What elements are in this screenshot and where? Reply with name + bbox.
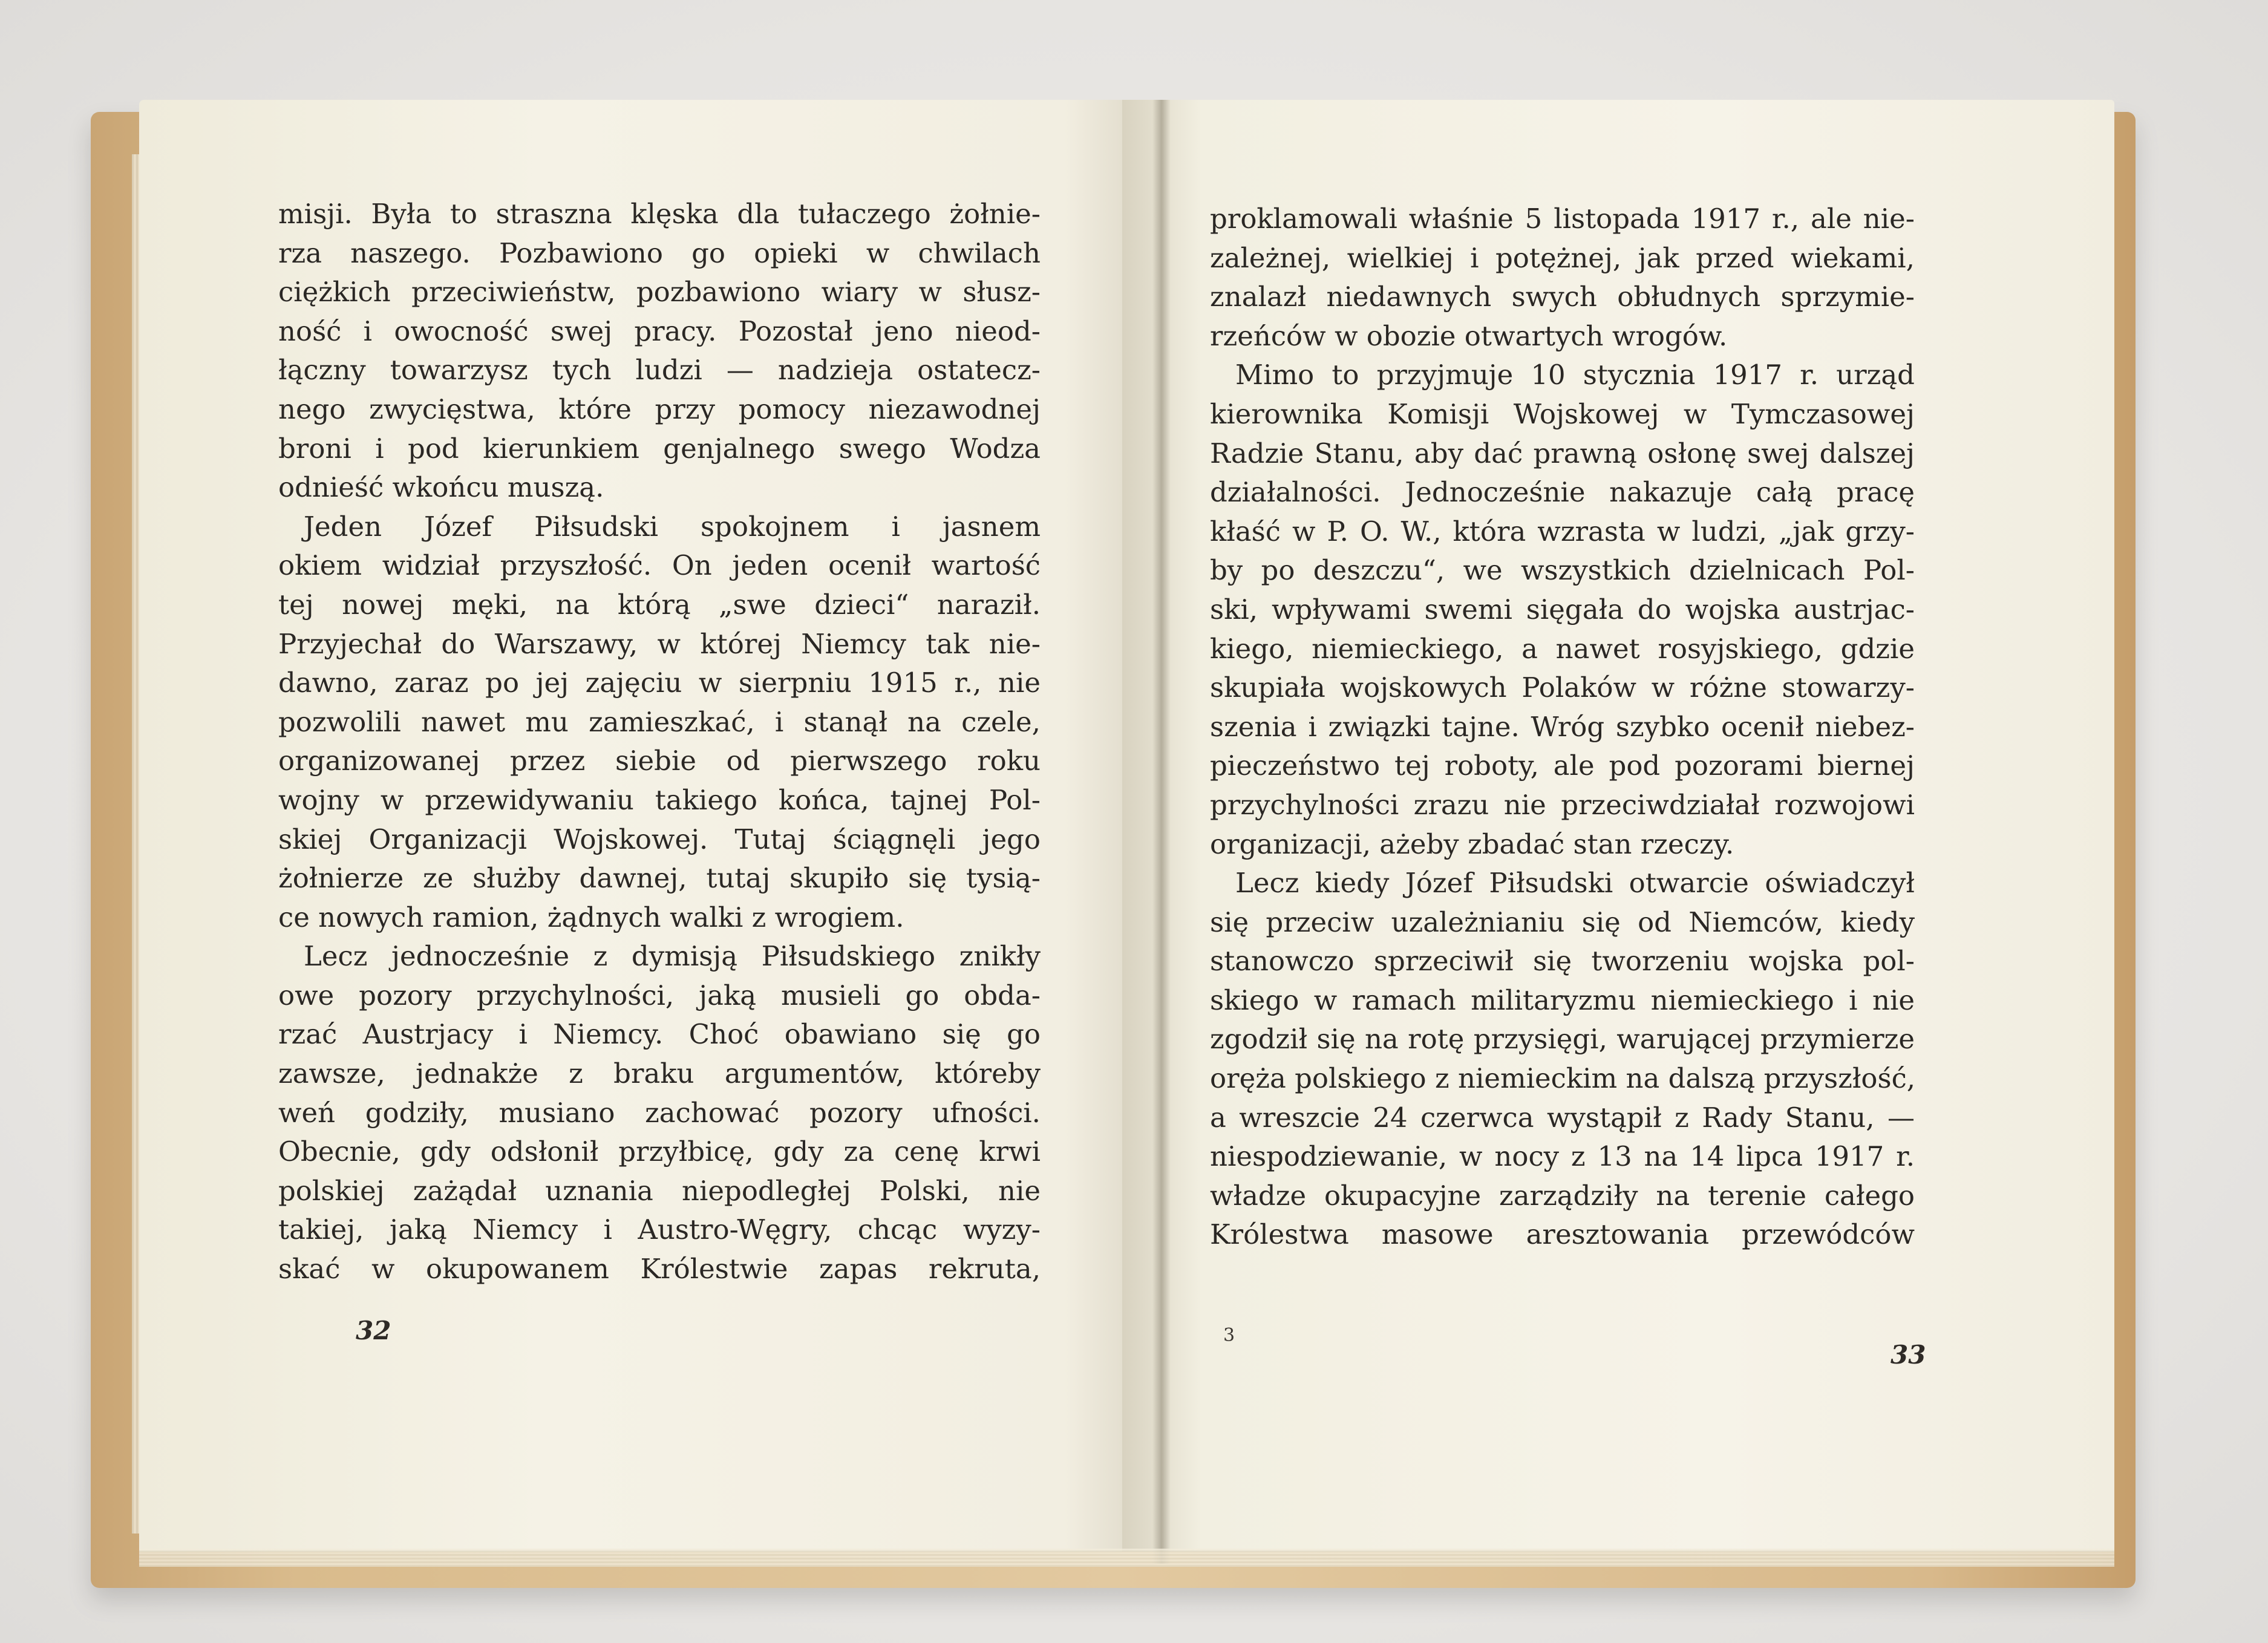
text-line: Mimo to przyjmuje 10 stycznia 1917 r. urząd — [1235, 359, 1915, 391]
text-line: kłaść w P. O. W., która wzrasta w ludzi, „jak grzy- — [1210, 515, 1915, 547]
text-line: nego zwycięstwa, które przy pomocy niezawodnej — [278, 393, 1041, 425]
text-line: stanowczo sprzeciwił się tworzeniu wojska pol- — [1210, 945, 1915, 978]
text-line: Jeden Józef Piłsudski spokojnem i jasnem — [304, 510, 1041, 543]
text-line: przychylności zrazu nie przeciwdziałał rozwojowi — [1210, 788, 1915, 821]
text-line: skać w okupowanem Królestwie zapas rekruta, — [278, 1253, 1041, 1285]
text-line: tej nowej męki, na którą „swe dzieci“ naraził. — [278, 588, 1041, 621]
text-line: władze okupacyjne zarządziły na terenie całego — [1210, 1179, 1915, 1212]
text-line: takiej, jaką Niemcy i Austro-Węgry, chcąc wyzy- — [278, 1213, 1041, 1246]
text-line: broni i pod kierunkiem genjalnego swego Wodza — [278, 432, 1041, 465]
text-line: proklamowali właśnie 5 listopada 1917 r., ale nie- — [1210, 203, 1915, 235]
book-gutter — [1152, 100, 1171, 1564]
signature-mark: 3 — [1223, 1325, 1235, 1346]
text-line: organizacji, ażeby zbadać stan rzeczy. — [1210, 828, 1734, 860]
text-line: zgodził się na rotę przysięgi, warującej przymierze — [1210, 1023, 1915, 1056]
text-line: zawsze, jednakże z braku argumentów, któreby — [278, 1057, 1041, 1090]
text-line: ski, wpływami swemi sięgała do wojska austrjac- — [1210, 593, 1915, 626]
text-line: szenia i związki tajne. Wróg szybko ocenił niebez- — [1210, 710, 1915, 743]
text-line: Przyjechał do Warszawy, w której Niemcy tak nie- — [278, 627, 1041, 660]
text-line: misji. Była to straszna klęska dla tułaczego żołnie- — [278, 198, 1041, 230]
left-page-text — [278, 195, 1041, 1289]
text-line: okiem widział przyszłość. On jeden ocenił wartość — [278, 549, 1041, 582]
text-line: kiego, niemieckiego, a nawet rosyjskiego, gdzie — [1210, 632, 1915, 665]
text-line: owe pozory przychylności, jaką musieli go obda- — [278, 979, 1041, 1011]
text-line: ce nowych ramion, żądnych walki z wrogiem. — [278, 901, 904, 933]
text-line: ciężkich przeciwieństw, pozbawiono wiary w słusz- — [278, 276, 1041, 309]
right-page-text — [1210, 200, 1915, 1255]
text-line: niespodziewanie, w nocy z 13 na 14 lipca 1917 r. — [1210, 1140, 1915, 1173]
text-line: zależnej, wielkiej i potężnej, jak przed wiekami, — [1210, 241, 1915, 274]
text-line: odnieść wkońcu muszą. — [278, 471, 604, 504]
text-line: pozwolili nawet mu zamieszkać, i stanął na czele, — [278, 705, 1041, 738]
text-line: skiej Organizacji Wojskowej. Tutaj ściągnęli jego — [278, 823, 1041, 855]
text-line: by po deszczu“, we wszystkich dzielnicach Pol- — [1210, 554, 1915, 587]
text-line: Obecnie, gdy odsłonił przyłbicę, gdy za cenę krwi — [278, 1135, 1041, 1168]
text-line: się przeciw uzależnianiu się od Niemców, kiedy — [1210, 906, 1915, 938]
page-number-right: 33 — [1891, 1340, 1926, 1370]
text-line: weń godziły, musiano zachować pozory ufności. — [278, 1096, 1041, 1129]
text-line: łączny towarzysz tych ludzi — nadzieja ostatecz- — [278, 354, 1041, 387]
text-line: a wreszcie 24 czerwca wystąpił z Rady Stanu, — — [1210, 1101, 1915, 1134]
text-line: Lecz kiedy Józef Piłsudski otwarcie oświadczył — [1235, 867, 1915, 900]
text-line: rzać Austrjacy i Niemcy. Choć obawiano się go — [278, 1018, 1041, 1051]
text-line: skupiała wojskowych Polaków w różne stowarzy- — [1210, 671, 1915, 704]
text-line: kierownika Komisji Wojskowej w Tymczasowej — [1210, 397, 1915, 430]
page-number-left: 32 — [356, 1316, 391, 1345]
text-line: organizowanej przez siebie od pierwszego roku — [278, 745, 1041, 777]
text-line: pieczeństwo tej roboty, ale pod pozorami biernej — [1210, 750, 1915, 782]
page-stack-bottom-edge — [139, 1549, 2114, 1567]
text-line: znalazł niedawnych swych obłudnych sprzymie- — [1210, 281, 1915, 313]
text-line: dawno, zaraz po jej zajęciu w sierpniu 1915 r., nie — [278, 667, 1041, 699]
text-line: działalności. Jednocześnie nakazuje całą pracę — [1210, 476, 1915, 509]
text-line: skiego w ramach militaryzmu niemieckiego i nie — [1210, 984, 1915, 1016]
text-line: wojny w przewidywaniu takiego końca, tajnej Pol- — [278, 783, 1041, 816]
text-line: Królestwa masowe aresztowania przewódców — [1210, 1218, 1915, 1251]
text-line: rza naszego. Pozbawiono go opieki w chwilach — [278, 237, 1041, 269]
text-line: ność i owocność swej pracy. Pozostał jeno nieod- — [278, 315, 1041, 347]
text-line: Radzie Stanu, aby dać prawną osłonę swej dalszej — [1210, 437, 1915, 469]
text-line: żołnierze ze służby dawnej, tutaj skupiło się tysią- — [278, 862, 1041, 895]
text-line: Lecz jednocześnie z dymisją Piłsudskiego znikły — [304, 940, 1041, 973]
text-line: rzeńców w obozie otwartych wrogów. — [1210, 319, 1728, 352]
text-line: oręża polskiego z niemieckim na dalszą przyszłość, — [1210, 1062, 1916, 1095]
text-line: polskiej zażądał uznania niepodległej Polski, nie — [278, 1174, 1041, 1207]
